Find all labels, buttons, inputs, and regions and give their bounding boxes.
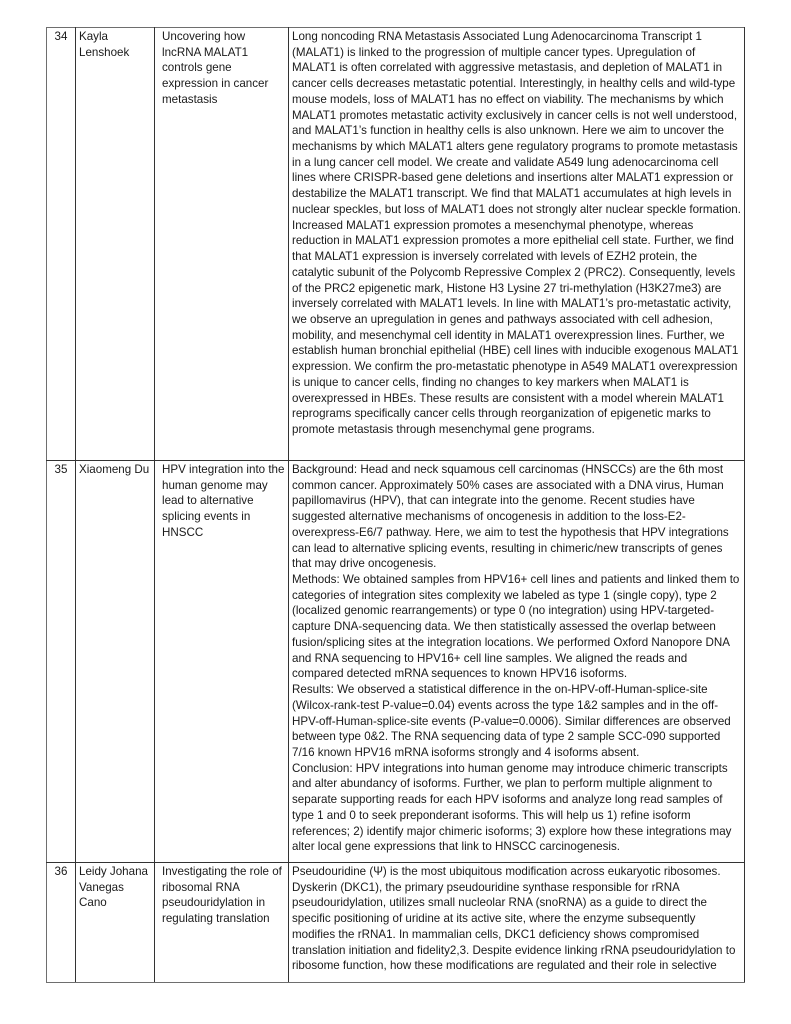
abstracts-table <box>46 27 745 983</box>
abstract-text <box>289 28 745 461</box>
table-row <box>47 461 745 863</box>
entry-number: 34 <box>47 28 76 461</box>
abstract-paragraph: Pseudouridine (Ψ) is the most ubiquitous modification across eukaryotic ribosomes. Dyskerin (DKC1), the primary pseudouridine synthase responsible for rRNA pseudouridylation, utilizes small nucleolar RNA (snoRNA) as a guide to direct the specific positioning of uridine at its active site, where the enzyme subsequently modifies the rRNA1. In mammalian cells, DKC1 deficiency shows compromised translation initiation and fidelity2,3. Despite evidence linking rRNA pseudouridylation to ribosome function, how these modifications are regulated and their role in selective <box>292 865 736 973</box>
abstract-title: Uncovering how lncRNA MALAT1 controls gene expression in cancer metastasis <box>155 28 289 461</box>
table-row <box>47 28 745 461</box>
presenter-name: Xiaomeng Du <box>76 461 155 863</box>
abstract-results: Results: We observed a statistical difference in the on-HPV-off-Human-splice-site (Wilcox-rank-test P-value=0.04) events across the type 1&2 samples and in the off-HPV-off-Human-splice-site events (P-value=0.0006). Similar differences are observed between type 0&2. The RNA sequencing data of type 2 sample SCC-090 supported 7/16 known HPV16 mRNA isoforms strongly and 4 isoforms absent. <box>292 683 731 759</box>
entry-number: 35 <box>47 461 76 863</box>
abstract-text <box>289 863 745 983</box>
abstract-methods: Methods: We obtained samples from HPV16+ cell lines and patients and linked them to categories of integration sites complexity we labeled as type 1 (single copy), type 2 (localized genomic rearrangements) or type 0 (no integration) using HPV-targeted-capture DNA-sequencing data. We then statistically assessed the overlap between fusion/splicing sites at the integration locations. We performed Oxford Nanopore DNA and RNA sequencing to HPV16+ cell line samples. We aligned the reads and compared detected mRNA sequences to known HPV16 isoforms. <box>292 573 740 681</box>
abstract-title: Investigating the role of ribosomal RNA pseudouridylation in regulating translation <box>155 863 289 983</box>
abstract-text <box>289 461 745 863</box>
entry-number: 36 <box>47 863 76 983</box>
abstract-title: HPV integration into the human genome may lead to alternative splicing events in HNSCC <box>155 461 289 863</box>
abstract-background: Background: Head and neck squamous cell carcinomas (HNSCCs) are the 6th most common cancer. Approximately 50% cases are associated with a DNA virus, Human papillomavirus (HPV), that can integrate into the genome. Recent studies have suggested alternative mechanisms of oncogenesis in addition to the loss-E2-overexpress-E6/7 pathway. Here, we aim to test the hypothesis that HPV integrations can lead to alternative splicing events, resulting in chimeric/new transcripts of genes that may drive oncogenesis. <box>292 463 729 571</box>
table-row <box>47 863 745 983</box>
presenter-name: Leidy Johana Vanegas Cano <box>76 863 155 983</box>
abstract-paragraph: Long noncoding RNA Metastasis Associated Lung Adenocarcinoma Transcript 1 (MALAT1) is linked to the progression of multiple cancer types. Upregulation of MALAT1 is often correlated with aggressive metastasis, and depletion of MALAT1 in cancer cells decreases metastatic potential. Interestingly, in healthy cells and wild-type mouse models, loss of MALAT1 has no effect on viability. The mechanisms by which MALAT1 promotes metastatic activity exclusively in cancer cells is not well understood, and MALAT1’s function in healthy cells is also unknown. Here we aim to uncover the mechanisms by which MALAT1 alters gene regulatory programs to promote metastasis in a lung cancer cell model. We create and validate A549 lung adenocarcinoma cell lines where CRISPR-based gene deletions and insertions alter MALAT1 expression or destabilize the MALAT1 transcript. We find that MALAT1 accumulates at high levels in nuclear speckles, but loss of MALAT1 does not strongly alter nuclear speckle formation. Increased MALAT1 expression promotes a mesenchymal phenotype, whereas reduction in MALAT1 expression promotes a more epithelial cell state. Further, we find that MALAT1 expression is inversely correlated with levels of EZH2 protein, the catalytic subunit of the Polycomb Repressive Complex 2 (PRC2). Consequently, levels of the PRC2 epigenetic mark, Histone H3 Lysine 27 tri-methylation (H3K27me3) are inversely correlated with MALAT1 levels. In line with MALAT1’s pro-metastatic activity, we observe an upregulation in genes and pathways associated with cell adhesion, mobility, and mesenchymal cell identity in MALAT1 overexpression lines. Further, we establish human bronchial epithelial (HBE) cell lines with inducible exogenous MALAT1 expression. We confirm the pro-metastatic phenotype in A549 MALAT1 overexpression is unique to cancer cells, finding no changes to key markers when MALAT1 is overexpressed in HBEs. These results are consistent with a model wherein MALAT1 reprograms specifically cancer cells through reorganization of epigenetic marks to promote metastasis through mesenchymal gene programs. <box>292 30 741 436</box>
presenter-name: Kayla Lenshoek <box>76 28 155 461</box>
abstract-conclusion: Conclusion: HPV integrations into human genome may introduce chimeric transcripts and alter abundancy of isoforms. Further, we plan to perform multiple alignment to separate supporting reads for each HPV isoforms and analyze long read samples of type 1 and 0 to seek preponderant isoforms. This will help us 1) refine isoform references; 2) identify major chimeric isoforms; 3) explore how these integrations may alter local gene expressions that link to HNSCC carcinogenesis. <box>292 761 732 854</box>
